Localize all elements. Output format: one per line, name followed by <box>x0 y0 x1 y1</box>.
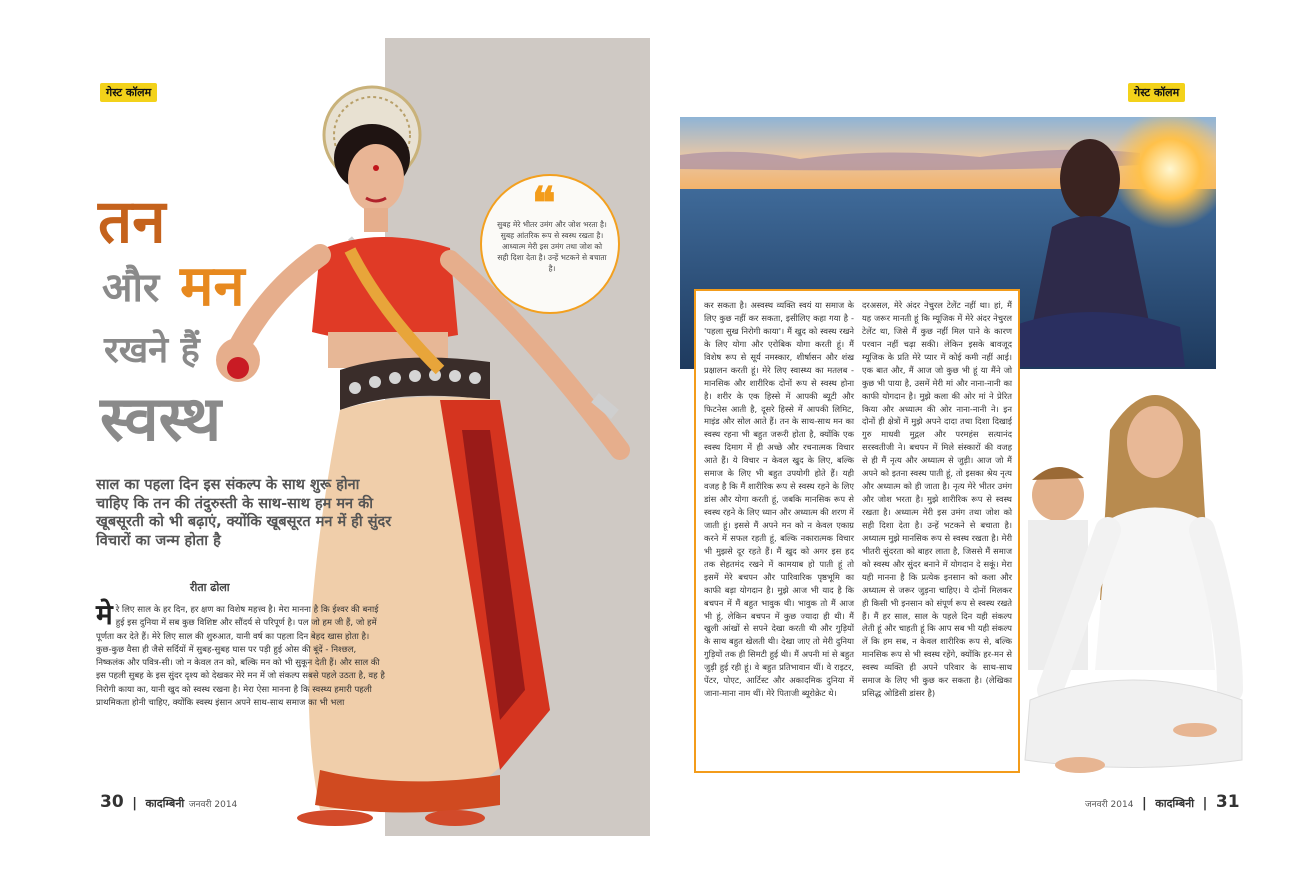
odissi-dancer-photo <box>200 70 660 830</box>
pull-quote <box>480 174 620 314</box>
title-word-tan: तन <box>98 187 166 257</box>
meditating-woman-photo <box>1020 370 1245 775</box>
title-word-swasth: स्वस्थ <box>100 382 222 455</box>
magazine-name: कादम्बिनी <box>145 797 185 810</box>
dropcap: मे <box>96 598 113 631</box>
title-word-aur: और <box>102 264 160 311</box>
page-number: 30 <box>100 792 124 812</box>
folio-separator: | <box>132 796 137 811</box>
quote-mark-icon: ❝ <box>532 178 556 229</box>
left-body-paragraph: रे लिए साल के हर दिन, हर क्षण का विशेष महत्त्व है। मेरा मानना है कि ईश्वर की बनाई हुई इस दुनिया में सब कुछ विशिष्ट और सौंदर्य से परिपूर्ण है। पल जो हम जी हैं, जो हमें पूर्णता कर देते हैं। मेरे लिए साल की शुरुआत, यानी वर्ष का पहला दिन बेहद खास होता है। कुछ-कुछ वैसा ही जैसे सर्दियों में सुबह-सुबह घास पर पड़ी हुई ओस की बूंदें - निश्छल, निष्कलंक और पवित्र-सी। जो न केवल तन को, बल्कि मन को भी सुकून देती हैं। और साल की इस पहली सुबह के इस सुंदर दृश्य को देखकर मेरे मन में जो संकल्प सबसे पहले उठता है, वह है निरोगी काया का, यानी खुद को स्वस्थ रखना है। मेरा ऐसा मानना है कि स्वस्थ्य हमारी पहली प्राथमिकता होनी चाहिए, क्योंकि स्वस्थ इंसान अपने साथ-साथ समाज का भी भला <box>96 605 385 708</box>
issue-month: जनवरी 2014 <box>188 800 238 810</box>
page-number: 31 <box>1215 792 1240 812</box>
folio-separator: | <box>1142 796 1147 811</box>
title-word-rakhne-hain: रखने हैं <box>104 329 200 371</box>
left-folio <box>100 792 237 812</box>
column-tag: गेस्ट कॉलम <box>100 83 157 102</box>
intro-paragraph: साल का पहला दिन इस संकल्प के साथ शुरू होना चाहिए कि तन की तंदुरुस्ती के साथ-साथ हम मन की खूबसूरती को भी बढ़ाएं, क्योंकि खूबसूरत मन में ही सुंदर विचारों का जन्म होता है <box>96 477 392 549</box>
right-folio <box>1085 792 1240 812</box>
author-byline: रीता ढोला <box>190 581 230 594</box>
article-text-box <box>694 289 1020 773</box>
pull-quote-text: सुबह मेरे भीतर उमंग और जोश भरता है। सुबह आंतरिक रूप से स्वस्थ रखता है। आध्यात्म मेरी इस उमंग तथा जोश को सही दिशा देता है। उन्हें भटकने से बचाता है। <box>497 220 607 273</box>
right-page <box>650 0 1300 876</box>
folio-separator: | <box>1202 796 1208 811</box>
text-column-2: दरअसल, मेरे अंदर नेचुरल टेलेंट नहीं था। हां, मैं यह जरूर मानती हूं कि म्यूजिक में मेरे अंदर नेचुरल टेलेंट था, जिसे मैं कुछ नहीं मिल पाने के कारण परवान नहीं चढ़ा सकी। लेकिन इसके बावजूद म्यूजिक के प्रति मेरे प्यार में कोई कमी नहीं आई। एक बात और, मैं आज जो कुछ भी हूं या मैंने जो कुछ भी पाया है, उसमें मेरी मां और नाना-नानी का काफी योगदान है। मुझे कला की ओर मां ने प्रेरित किया और अध्यात्म की ओर नाना-नानी ने। इन दोनों ही क्षेत्रों में मुझे अपने दादा तथा दिशा दिखाई गुरु माधवी मुद्गल और परमहंस सत्यानंद सरस्वतीजी ने। बचपन में मिले संस्कारों की वजह से ही मैं नृत्य और अध्यात्म से जुड़ी। आज जो मैं अपने को इतना स्वस्थ पाती हूं, तो इसका श्रेय नृत्य और अध्यात्म को ही जाता है। नृत्य मेरे भीतर उमंग और जोश भरता है। मुझे शारीरिक रूप से स्वस्थ रखता है। अध्यात्म मेरी इस उमंग तथा जोश को सही दिशा देता है। उन्हें भटकने से बचाता है। अध्यात्म मुझे मानसिक रूप से स्वस्थ रखता है। मेरी भीतरी सुंदरता को बाहर लाता है, जिससे मैं समाज को स्वस्थ और सुंदर बनाने में योगदान दे सकूं। मेरा यही मानना है कि प्रत्येक इनसान को कला और अध्यात्म से जरूर जुड़ना चाहिए। ये दोनों मिलकर ही किसी भी इनसान को संपूर्ण रूप से स्वस्थ रखते हैं। मैं हर साल, साल के पहले दिन यही संकल्प लेती हूं और चाहती हूं कि आप सब भी यही संकल्प लें कि हम सब, न केवल शारीरिक रूप से, बल्कि मानसिक रूप से भी स्वस्थ रहेंगे, क्योंकि हर-मन से स्वस्थ व्यक्ति ही अपने परिवार के साथ-साथ समाज के लिए भी कुछ कर सकता है। (लेखिका प्रसिद्ध ओडिसी डांसर है) <box>862 300 1012 699</box>
text-column-1: कर सकता है। अस्वस्थ व्यक्ति स्वयं या समाज के लिए कुछ नहीं कर सकता, इसीलिए कहा गया है - 'पहला सुख निरोगी काया'। मैं खुद को स्वस्थ रखने के लिए योगा और एरोबिक योगा करती हूं। मैं विशेष रूप से सूर्य नमस्कार, शीर्षासन और शंख प्रक्षालन करती हूं। मेरे लिए स्वास्थ्य का मतलब - मानसिक और शारीरिक दोनों रूप से स्वस्थ होना है। शरीर के एक हिस्से में आपकी ब्यूटी और फिटनेस आती है, दूसरे हिस्से में आपकी लिमिट, माइंड और सोल आते हैं। तन के साथ-साथ मन का स्वस्थ रहना भी बहुत जरूरी होता है, क्योंकि एक स्वस्थ दिमाग में ही अच्छे और रचनात्मक विचार आते हैं। ये विचार न केवल खुद के लिए, बल्कि समाज के लिए भी बहुत उपयोगी होते हैं। यही वजह है कि मैं शारीरिक रूप से स्वस्थ रहने के लिए डांस और योगा करती हूं, जबकि मानसिक रूप से स्वस्थ रहने के लिए ध्यान और अध्यात्म की शरण में जाती हूं। इससे मैं अपने मन को न केवल एकाग्र करने में सफल रहती हूं, बल्कि नकारात्मक विचार भी मुझसे दूर रहते हैं। मैं खुद को अगर इस हद तक सेहतमंद रखने में कामयाब हो पाती हूं तो इसमें मेरे बचपन और पारिवारिक पृष्ठभूमि का काफी बड़ा योगदान है। मुझे आज भी याद है कि बचपन में मैं बहुत भावुक थी। भावुक तो मैं आज भी हूं, लेकिन बचपन में कुछ ज्यादा ही थी। मैं खुली आंखों से सपने देखा करती थी और गुड़ियों के साथ बहुत खेलती थी। देखा जाए तो मेरी दुनिया गुड़ियों तक ही सिमटी हुई थी। मैं अपनी मां से बहुत जुड़ी हुई रही हूं। वे बहुत प्रतिभावान थीं। वे राइटर, पेंटर, पोएट, आर्टिस्ट और अकादमिक दुनिया में जाना-माना नाम थीं। मेरे पिताजी ब्यूरोक्रेट थे। <box>704 300 854 699</box>
column-tag: गेस्ट कॉलम <box>1128 83 1185 102</box>
title-word-man: मन <box>180 253 245 319</box>
magazine-name: कादम्बिनी <box>1155 797 1195 810</box>
left-body-text <box>96 598 386 710</box>
issue-month: जनवरी 2014 <box>1085 800 1134 810</box>
